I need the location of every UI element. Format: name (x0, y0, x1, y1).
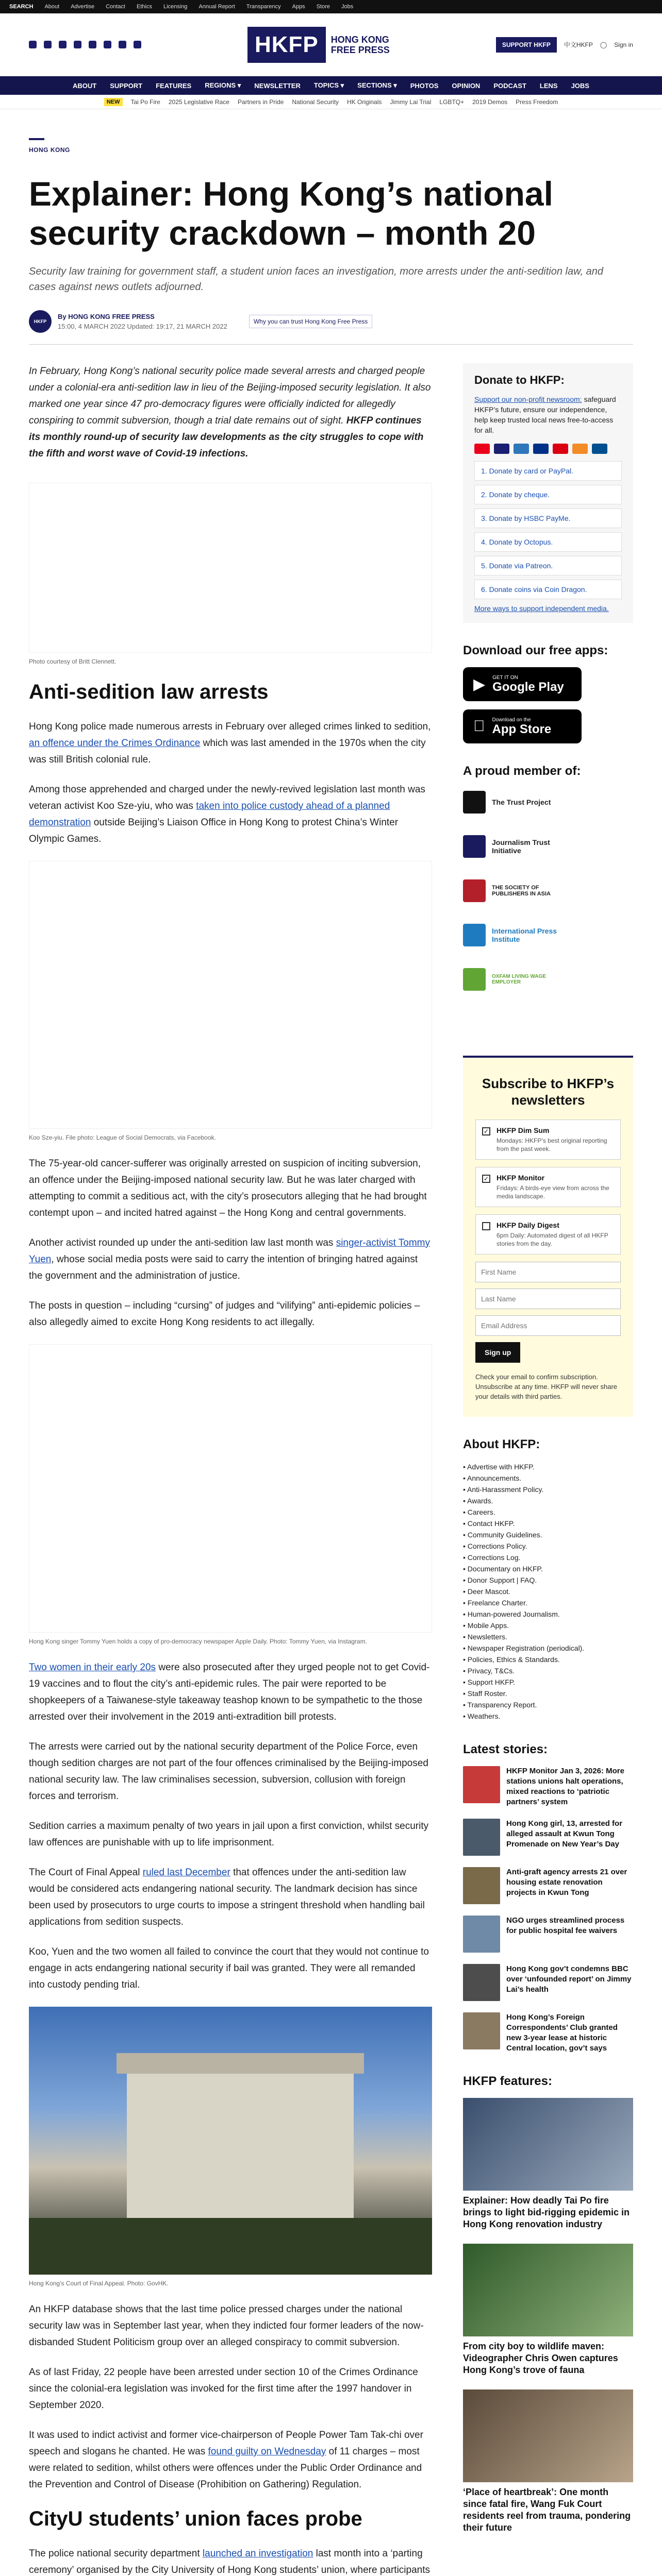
payment-methods (474, 444, 622, 454)
about-list-item[interactable]: • Community Guidelines. (463, 1529, 633, 1540)
nav-features[interactable]: FEATURES (156, 81, 192, 90)
trending-link[interactable]: Press Freedom (516, 98, 558, 106)
user-icon[interactable]: ◯ (600, 41, 607, 48)
advertise-link[interactable]: Advertise (71, 4, 95, 10)
facebook-icon[interactable] (29, 41, 37, 48)
content-layout (0, 363, 662, 2576)
intro-bold-text: HKFP continues its monthly round-up of security law developments as the city struggles to cope with the fifth and worst wave of Covid-19 infections. (29, 415, 424, 459)
story-title[interactable]: Hong Kong girl, 13, arrested for alleged assault at Kwun Tong Promenade on New Year’s Day (506, 1819, 623, 1849)
latest-story[interactable] (463, 1867, 633, 1904)
paragraph-text: outside Beijing’s Liaison Office in Hong Kong to protest China’s Winter Olympic Games. (29, 817, 399, 844)
latest-story[interactable] (463, 2012, 633, 2054)
amex-icon (514, 444, 529, 454)
paragraph (29, 1235, 432, 1284)
image-caption-3: Hong Kong singer Tommy Yuen holds a copy of pro-democracy newspaper Apple Daily. Photo: Tommy Yuen, via Instagram. (29, 1638, 367, 1645)
image-caption-4: Hong Kong’s Court of Final Appeal. Photo: GovHK. (29, 2280, 169, 2287)
x-icon[interactable] (44, 41, 52, 48)
inline-link[interactable]: found guilty on Wednesday (208, 2446, 326, 2457)
article-image-3 (29, 1344, 432, 1633)
nav-topics[interactable]: TOPICS ▾ (313, 81, 344, 89)
top-utility-bar (0, 0, 662, 13)
donate-option[interactable]: 3. Donate by HSBC PayMe. (474, 509, 622, 528)
story-title[interactable]: NGO urges streamlined process for public hospital fee waivers (506, 1916, 625, 1935)
checkbox-checked[interactable]: ✓ (482, 1175, 490, 1183)
member-name: International Press Institute (492, 927, 557, 943)
trending-link[interactable]: 2019 Demos (472, 98, 508, 106)
paragraph: The arrests were carried out by the national security department of the Police Force, even though sedition charges are not part of the four offences criminalised by the Beijing-imposed national security law. The law criminalises secession, subversion, collusion with foreign forces and terrorism. (29, 1741, 428, 1802)
inline-link[interactable]: an offence under the Crimes Ordinance (29, 738, 201, 749)
about-list-item[interactable]: • Newspaper Registration (periodical). (463, 1642, 633, 1654)
paragraph (29, 782, 432, 848)
section-heading-cityu: CityU students’ union faces probe (29, 2507, 362, 2530)
trees-shape (29, 2218, 432, 2275)
article-image-4 (29, 2007, 432, 2275)
trending-link[interactable]: LGBTQ+ (439, 98, 465, 106)
feature-story[interactable] (463, 2244, 633, 2376)
nav-photos[interactable]: PHOTOS (410, 81, 439, 90)
nav-podcast[interactable]: PODCAST (493, 81, 526, 90)
latest-widget (463, 1742, 633, 2054)
about-list-item[interactable]: • Support HKFP. (463, 1676, 633, 1688)
app-store-button[interactable] (463, 709, 582, 743)
story-title[interactable]: Anti-graft agency arrests 21 over housing estate renovation projects in Kwun Tong (506, 1868, 627, 1897)
support-button[interactable]: SUPPORT HKFP (496, 37, 557, 53)
mastercard-icon (474, 444, 490, 454)
paragraph: The 75-year-old cancer-sufferer was originally arrested on suspicion of inciting subversion, an offence under the Beijing-imposed national security law. But he was later charged with attempting to commit a seditious act, with the city’s prosecutors alleging that he had brought contempt upon – and incited hatred against – the Hong Kong and central governments. (29, 1158, 427, 1218)
newsletter-note: Check your email to confirm subscription. Unsubscribe at any time. HKFP will never share your details with third parties. (475, 1373, 618, 1400)
article-dates: 15:00, 4 MARCH 2022 Updated: 19:17, 21 MARCH 2022 (58, 323, 227, 330)
apple-icon (473, 718, 485, 735)
newsletter-desc: Mondays: HKFP’s best original reporting from the past week. (496, 1137, 607, 1153)
about-list-item[interactable]: • Announcements. (463, 1472, 633, 1484)
nav-newsletter[interactable]: NEWSLETTER (254, 81, 301, 90)
donate-option[interactable]: 6. Donate coins via Coin Dragon. (474, 580, 622, 599)
member-ipi[interactable] (463, 921, 633, 950)
nav-regions[interactable]: REGIONS ▾ (205, 81, 241, 89)
paypal-icon (533, 444, 549, 454)
paragraph: Sedition carries a maximum penalty of two years in jail upon a first conviction, whilst security law offences are punishable with up to life imprisonment. (29, 1821, 429, 1848)
annual-report-link[interactable]: Annual Report (198, 4, 235, 10)
nav-jobs[interactable]: JOBS (571, 81, 589, 90)
checkbox-unchecked[interactable] (482, 1222, 490, 1230)
donate-title: Donate to HKFP: (474, 374, 565, 386)
feature-title[interactable]: Explainer: How deadly Tai Po fire brings to light bid-rigging epidemic in Hong Kong renovation industry (463, 2195, 630, 2229)
paragraph-text: The police national security department (29, 2548, 200, 2559)
payme-icon (553, 444, 568, 454)
paragraph-text: that offences under the anti-sedition law would be considered acts endangering national security. The landmark decision has since been used by prosecutors to urge courts to impose a stringent threshold when handling bail applications from sedition suspects. (29, 1867, 425, 1927)
article-image-1 (29, 483, 432, 653)
about-list-item[interactable]: • Privacy, T&Cs. (463, 1665, 633, 1676)
sidebar (463, 363, 633, 2576)
about-list-item[interactable]: • Awards. (463, 1495, 633, 1506)
about-list-item[interactable]: • Deer Mascot. (463, 1586, 633, 1597)
logo-line-1: HONG KONG (330, 34, 389, 45)
about-list-item[interactable]: • Careers. (463, 1506, 633, 1518)
about-list-item[interactable]: • Weathers. (463, 1710, 633, 1722)
trending-bar (0, 95, 662, 109)
transparency-link[interactable]: Transparency (246, 4, 281, 10)
trending-link[interactable]: National Security (292, 98, 339, 106)
donate-intro-link[interactable]: Support our non-profit newsroom: (474, 395, 582, 403)
search-link[interactable]: SEARCH (9, 4, 34, 10)
trending-link[interactable]: Tai Po Fire (130, 98, 160, 106)
newsletter-name: HKFP Daily Digest (496, 1221, 559, 1229)
unionpay-icon (592, 444, 607, 454)
story-title[interactable]: Hong Kong gov’t condemns BBC over ‘unfounded report’ on Jimmy Lai’s health (506, 1964, 632, 1994)
category-kicker[interactable]: HONG KONG (29, 146, 70, 154)
about-list-item[interactable]: • Freelance Charter. (463, 1597, 633, 1608)
apps-widget (463, 643, 633, 743)
member-name: THE SOCIETY OF PUBLISHERS IN ASIA (492, 885, 551, 897)
paragraph-text: which was last amended in the 1970s when the city was still British colonial rule. (29, 738, 426, 765)
masthead-actions (496, 37, 633, 53)
feature-story[interactable] (463, 2098, 633, 2230)
trending-link[interactable]: Partners in Pride (237, 98, 284, 106)
jti-icon (463, 835, 486, 858)
inline-link[interactable]: Two women in their early 20s (29, 1662, 156, 1673)
about-list-item[interactable]: • Transparency Report. (463, 1699, 633, 1710)
author-name[interactable]: By HONG KONG FREE PRESS (58, 313, 155, 320)
sopa-icon (463, 879, 486, 902)
store-caption: Download on the (481, 717, 520, 723)
nav-opinion[interactable]: OPINION (452, 81, 481, 90)
octopus-icon (572, 444, 588, 454)
donate-option[interactable]: 2. Donate by cheque. (474, 485, 622, 504)
oxfam-icon (463, 968, 486, 991)
member-name: Journalism Trust Initiative (492, 838, 550, 855)
trust-project-icon (463, 791, 486, 814)
members-widget (463, 764, 633, 994)
nav-support[interactable]: SUPPORT (110, 81, 143, 90)
byline (29, 310, 633, 333)
sign-in-link[interactable]: Sign in (614, 41, 633, 48)
threads-icon[interactable] (74, 41, 81, 48)
donate-option[interactable]: 1. Donate by card or PayPal. (474, 461, 622, 481)
signup-button[interactable]: Sign up (475, 1342, 520, 1363)
article-title: Explainer: Hong Kong’s national security crackdown – month 20 (29, 175, 553, 252)
members-title: A proud member of: (463, 764, 581, 778)
paragraph-text: The Court of Final Appeal (29, 1867, 140, 1878)
store-name: Google Play (492, 680, 564, 694)
story-thumbnail (463, 1766, 500, 1803)
kicker-bar (29, 138, 44, 140)
main-nav (0, 76, 662, 95)
trust-link[interactable]: Why you can trust Hong Kong Free Press (249, 315, 372, 328)
article-dek: Security law training for government staff, a student union faces an investigation, more arrests under the anti-sedition law, and cases against news outlets adjourned. (29, 266, 603, 293)
story-title[interactable]: HKFP Monitor Jan 3, 2026: More stations unions halt operations, mixed reactions to ‘patriotic partners’ system (506, 1767, 624, 1806)
apps-link[interactable]: Apps (292, 4, 305, 10)
jobs-link[interactable]: Jobs (341, 4, 354, 10)
inline-link[interactable]: taken into police custody ahead of a planned demonstration (29, 801, 390, 828)
member-name: The Trust Project (492, 798, 551, 806)
header-divider (29, 344, 633, 345)
latest-story[interactable] (463, 1766, 633, 1807)
donate-intro (474, 394, 622, 435)
paragraph (29, 719, 432, 768)
court-building-shape (127, 2069, 354, 2239)
inline-link[interactable]: singer-activist Tommy Yuen (29, 1238, 430, 1265)
logo-wordmark (331, 35, 390, 55)
donate-intro-text: safeguard HKFP’s future, ensure our independence, help keep trusted local news free-to-access for all. (474, 395, 616, 434)
google-play-icon: ▶ (473, 675, 486, 693)
nav-about[interactable]: ABOUT (73, 81, 97, 90)
paragraph (29, 2546, 432, 2576)
email-field[interactable] (475, 1315, 621, 1336)
paragraph-text: , whose social media posts were said to carry the intention of bringing hatred against the government and the administration of justice. (29, 1254, 418, 1281)
article-header (0, 138, 662, 333)
paragraph-text: Among those apprehended and charged under the newly-revived legislation last month was veteran activist Koo Sze-yiu, who was (29, 784, 425, 811)
about-list-item[interactable]: • Anti-Harassment Policy. (463, 1484, 633, 1495)
newsletter-option-monitor[interactable] (475, 1167, 621, 1207)
about-list-item[interactable]: • Contact HKFP. (463, 1518, 633, 1529)
licensing-link[interactable]: Licensing (163, 4, 188, 10)
paragraph-text: It was used to indict activist and former vice-chairperson of People Power Tam Tak-chi over speech and slogans he chanted. He was (29, 2430, 423, 2457)
telegram-icon[interactable] (119, 41, 126, 48)
about-widget (463, 1437, 633, 1722)
about-list-item[interactable]: • Newsletters. (463, 1631, 633, 1642)
trending-link[interactable]: Jimmy Lai Trial (390, 98, 432, 106)
nav-sections[interactable]: SECTIONS ▾ (357, 81, 397, 89)
features-widget (463, 2074, 633, 2534)
last-name-field[interactable] (475, 1289, 621, 1309)
site-logo[interactable] (247, 27, 390, 63)
image-caption-2: Koo Sze-yiu. File photo: League of Social Democrats, via Facebook. (29, 1134, 216, 1141)
story-thumbnail (463, 1867, 500, 1904)
more-ways-link[interactable]: More ways to support independent media. (474, 604, 609, 613)
paragraph-text: Another activist rounded up under the anti-sedition law last month was (29, 1238, 334, 1248)
member-sopa[interactable] (463, 876, 633, 905)
store-name: App Store (481, 722, 540, 736)
new-badge: NEW (104, 98, 123, 106)
newsletter-widget (463, 1056, 633, 1417)
social-links (29, 41, 141, 48)
instagram-icon[interactable] (59, 41, 67, 48)
about-list-item[interactable]: • Advertise with HKFP. (463, 1461, 633, 1472)
features-title: HKFP features: (463, 2074, 552, 2088)
story-thumbnail (463, 1819, 500, 1856)
paragraph (29, 1659, 432, 1725)
about-list-item[interactable]: • Staff Roster. (463, 1688, 633, 1699)
feature-image (463, 2389, 633, 2482)
court-pediment-shape (117, 2053, 364, 2074)
paragraph-text: Hong Kong police made numerous arrests in February over alleged crimes linked to sedition, (29, 721, 431, 732)
intro-text: In February, Hong Kong’s national security police made several arrests and charged people under a colonial-era anti-sedition law in lieu of the Beijing-imposed security legislation. It also marked one year since 47 pro-democracy figures were officially indicted for allegedly conspiring to commit subversion, though a trial date remains out of sight. (29, 366, 431, 426)
feature-image (463, 2098, 633, 2191)
paragraph-text: of 11 charges – most were related to sedition, whilst others were offences under the Public Order Ordinance and the Prevention and Control of Disease (Prohibition on Gathering) Regulation. (29, 2446, 422, 2490)
about-list-item[interactable]: • Mobile Apps. (463, 1620, 633, 1631)
trending-link[interactable]: HK Originals (347, 98, 382, 106)
visa-icon (494, 444, 509, 454)
paragraph-text: last month into a ‘parting ceremony’ organised by the City University of Hong Kong students’ union, where participants (29, 2548, 430, 2575)
newsletter-desc: Fridays: A birds-eye view from across the media landscape. (496, 1184, 609, 1200)
member-oxfam[interactable] (463, 965, 633, 994)
story-title[interactable]: Hong Kong’s Foreign Correspondents’ Club granted new 3-year lease at historic Central location, gov’t says (506, 2013, 618, 2053)
article-body (29, 363, 432, 2576)
about-list (463, 1461, 633, 1722)
logo-mark: HKFP (247, 27, 326, 63)
store-caption: GET IT ON (492, 674, 518, 681)
member-name: OXFAM LIVING WAGE EMPLOYER (492, 974, 547, 985)
first-name-field[interactable] (475, 1262, 621, 1282)
story-thumbnail (463, 2012, 500, 2049)
article-image-2 (29, 861, 432, 1129)
newsletter-name: HKFP Dim Sum (496, 1126, 550, 1134)
newsletter-desc: 6pm Daily: Automated digest of all HKFP stories from the day. (496, 1232, 608, 1247)
feature-story[interactable] (463, 2389, 633, 2534)
donate-option[interactable]: 5. Donate via Patreon. (474, 556, 622, 575)
member-jti[interactable] (463, 832, 633, 861)
newsletter-title: Subscribe to HKFP’s newsletters (482, 1076, 615, 1108)
paragraph-text: were also prosecuted after they urged people not to get Covid-19 vaccines and to flout the city’s anti-epidemic rules. The pair were reported to be shopkeepers of a Taiwanese-style takeaway teashop known to be sympathetic to the those arrested over their involvement in the 2019 anti-extradition bill protests. (29, 1662, 430, 1722)
newsletter-name: HKFP Monitor (496, 1174, 545, 1182)
about-list-item[interactable]: • Documentary on HKFP. (463, 1563, 633, 1574)
about-list-item[interactable]: • Policies, Ethics & Standards. (463, 1654, 633, 1665)
feature-image (463, 2244, 633, 2336)
author-avatar[interactable]: HKFP (29, 310, 52, 333)
intro-paragraph (29, 363, 432, 462)
nav-lens[interactable]: LENS (539, 81, 558, 90)
paragraph: The posts in question – including “cursing” of judges and “vilifying” anti-epidemic policies – also allegedly aimed to excite Hong Kong residents to act illegally. (29, 1300, 420, 1328)
feature-title[interactable]: ‘Place of heartbreak’: One month since fatal fire, Wang Fuk Court residents reel from trauma, pondering their future (463, 2487, 631, 2533)
about-list-item[interactable]: • Corrections Log. (463, 1552, 633, 1563)
paragraph: Koo, Yuen and the two women all failed to convince the court that they would not continue to engage in acts endangering national security if bail was granted. They were all remanded into custody pending trial. (29, 1946, 429, 1990)
about-title: About HKFP: (463, 1437, 540, 1451)
image-caption-1: Photo courtesy of Britt Clennett. (29, 658, 117, 665)
newsletter-option-dimsum[interactable] (475, 1120, 621, 1160)
apps-title: Download our free apps: (463, 643, 608, 657)
rss-icon[interactable] (134, 41, 141, 48)
paragraph (29, 1865, 432, 1930)
feature-title[interactable]: From city boy to wildlife maven: Videographer Chris Owen captures Hong Kong’s trove of fauna (463, 2341, 618, 2375)
chinese-site-link[interactable]: 中文HKFP (564, 41, 593, 48)
newsletter-option-digest[interactable] (475, 1214, 621, 1255)
paragraph: As of last Friday, 22 people have been arrested under section 10 of the Crimes Ordinance since the colonial-era legislation was invoked for the first time after the 1997 handover in September 2020. (29, 2367, 418, 2411)
donate-option[interactable]: 4. Donate by Octopus. (474, 532, 622, 552)
story-thumbnail (463, 1964, 500, 2001)
section-heading-sedition: Anti-sedition law arrests (29, 681, 269, 703)
ipi-icon (463, 924, 486, 946)
inline-link[interactable]: launched an investigation (202, 2548, 313, 2559)
paragraph: An HKFP database shows that the last time police pressed charges under the national security law was in September last year, when they indicted four former leaders of the now-disbanded Student Politicism group over an alleged conspiracy to commit subversion. (29, 2304, 424, 2348)
youtube-icon[interactable] (89, 41, 96, 48)
about-list-item[interactable]: • Donor Support | FAQ. (463, 1574, 633, 1586)
inline-link[interactable]: ruled last December (142, 1867, 230, 1878)
about-link[interactable]: About (44, 4, 60, 10)
member-trust-project[interactable] (463, 788, 633, 817)
story-thumbnail (463, 1916, 500, 1953)
trending-link[interactable]: 2025 Legislative Race (168, 98, 229, 106)
donate-widget (463, 363, 633, 623)
latest-story[interactable] (463, 1964, 633, 2001)
contact-link[interactable]: Contact (106, 4, 125, 10)
masthead (0, 13, 662, 76)
latest-story[interactable] (463, 1916, 633, 1953)
latest-story[interactable] (463, 1819, 633, 1856)
paragraph (29, 2427, 432, 2493)
checkbox-checked[interactable]: ✓ (482, 1127, 490, 1136)
latest-title: Latest stories: (463, 1742, 548, 1756)
ethics-link[interactable]: Ethics (136, 4, 152, 10)
about-list-item[interactable]: • Human-powered Journalism. (463, 1608, 633, 1620)
logo-line-2: FREE PRESS (330, 44, 390, 55)
store-link[interactable]: Store (316, 4, 330, 10)
google-play-button[interactable] (463, 667, 582, 701)
about-list-item[interactable]: • Corrections Policy. (463, 1540, 633, 1552)
linkedin-icon[interactable] (104, 41, 111, 48)
